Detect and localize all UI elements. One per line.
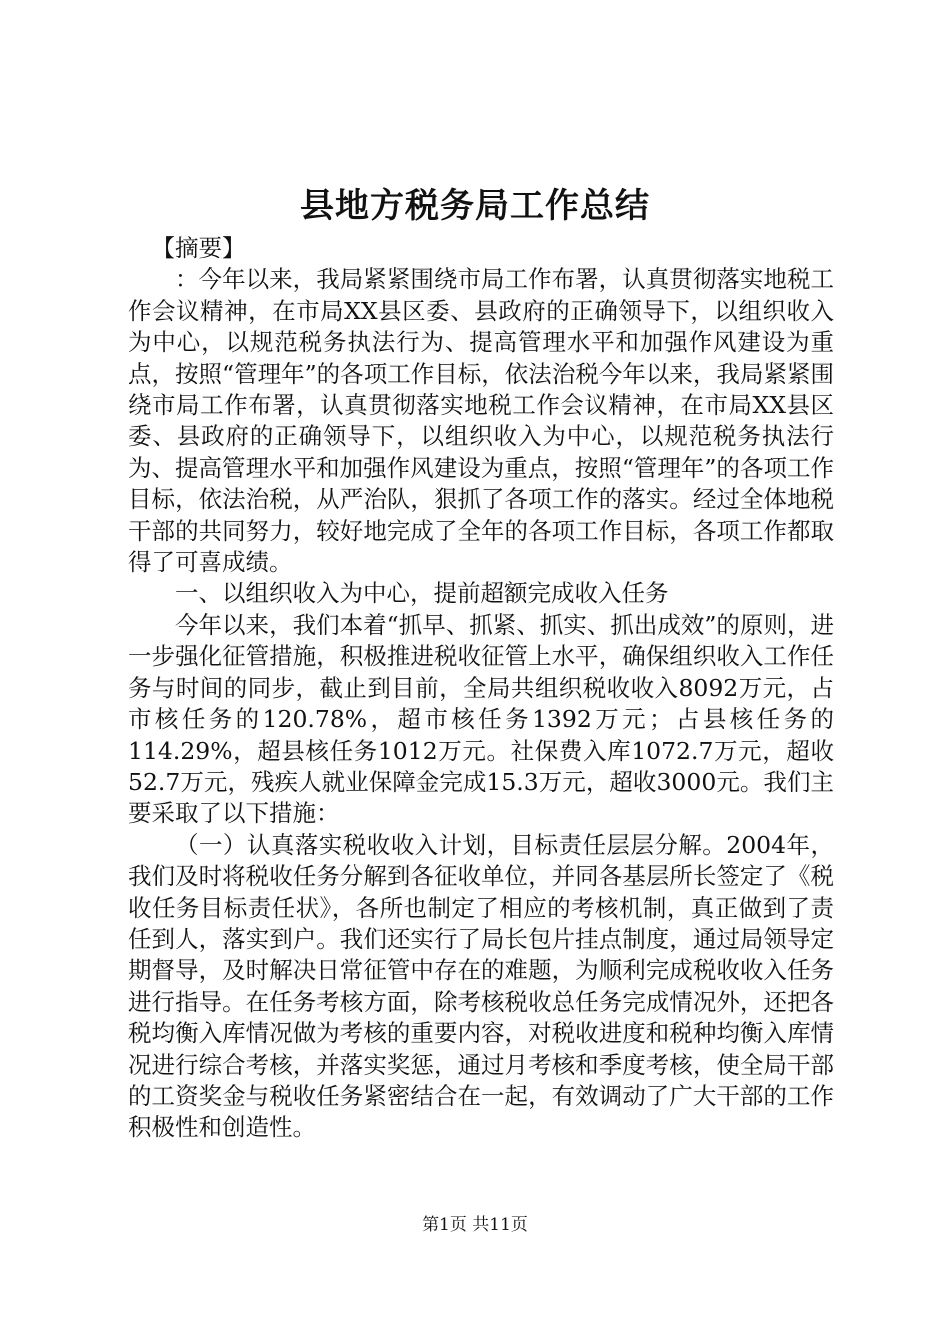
abstract-paragraph: ：今年以来，我局紧紧围绕市局工作布署，认真贯彻落实地税工作会议精神，在市局XX县区委、县政府的正确领导下，以组织收入为中心，以规范税务执法行为、提高管理水平和加强作风建设为重点，按照“管理年”的各项工作目标，依法治税今年以来，我局紧紧围绕市局工作布署，认真贯彻落实地税工作会议精神，在市局XX县区委、县政府的正确领导下，以组织收入为中心，以规范税务执法行为、提高管理水平和加强作风建设为重点，按照“管理年”的各项工作目标，依法治税，从严治队，狠抓了各项工作的落实。经过全体地税干部的共同努力，较好地完成了全年的各项工作目标，各项工作都取得了可喜成绩。 [128, 265, 834, 577]
abstract-label: 【摘要】 [151, 234, 246, 262]
body-paragraph: 今年以来，我们本着“抓早、抓紧、抓实、抓出成效”的原则，进一步强化征管措施，积极推进税收征管上水平，确保组织收入工作任务与时间的同步，截止到目前，全局共组织税收收入8092万元，占市核任务的120.78%，超市核任务1392万元；占县核任务的114.29%，超县核任务1012万元。社保费入库1072.7万元，超收52.7万元，残疾人就业保障金完成15.3万元，超收3000元。我们主要采取了以下措施： [128, 610, 834, 828]
document-title: 县地方税务局工作总结 [300, 186, 650, 226]
body-paragraph: （一）认真落实税收收入计划，目标责任层层分解。2004年，我们及时将税收任务分解到各征收单位，并同各基层所长签定了《税收任务目标责任状》，各所也制定了相应的考核机制，真正做到了责任到人，落实到户。我们还实行了局长包片挂点制度，通过局领导定期督导，及时解决日常征管中存在的难题，为顺利完成税收收入任务进行指导。在任务考核方面，除考核税收总任务完成情况外，还把各税均衡入库情况做为考核的重要内容，对税收进度和税种均衡入库情况进行综合考核，并落实奖惩，通过月考核和季度考核，使全局干部的工资奖金与税收任务紧密结合在一起，有效调动了广大干部的工作积极性和创造性。 [128, 830, 834, 1142]
document-body [128, 233, 834, 1144]
section-heading: 一、以组织收入为中心，提前超额完成收入任务 [175, 579, 669, 608]
page-footer: 第1页 共11页 [422, 1215, 528, 1235]
